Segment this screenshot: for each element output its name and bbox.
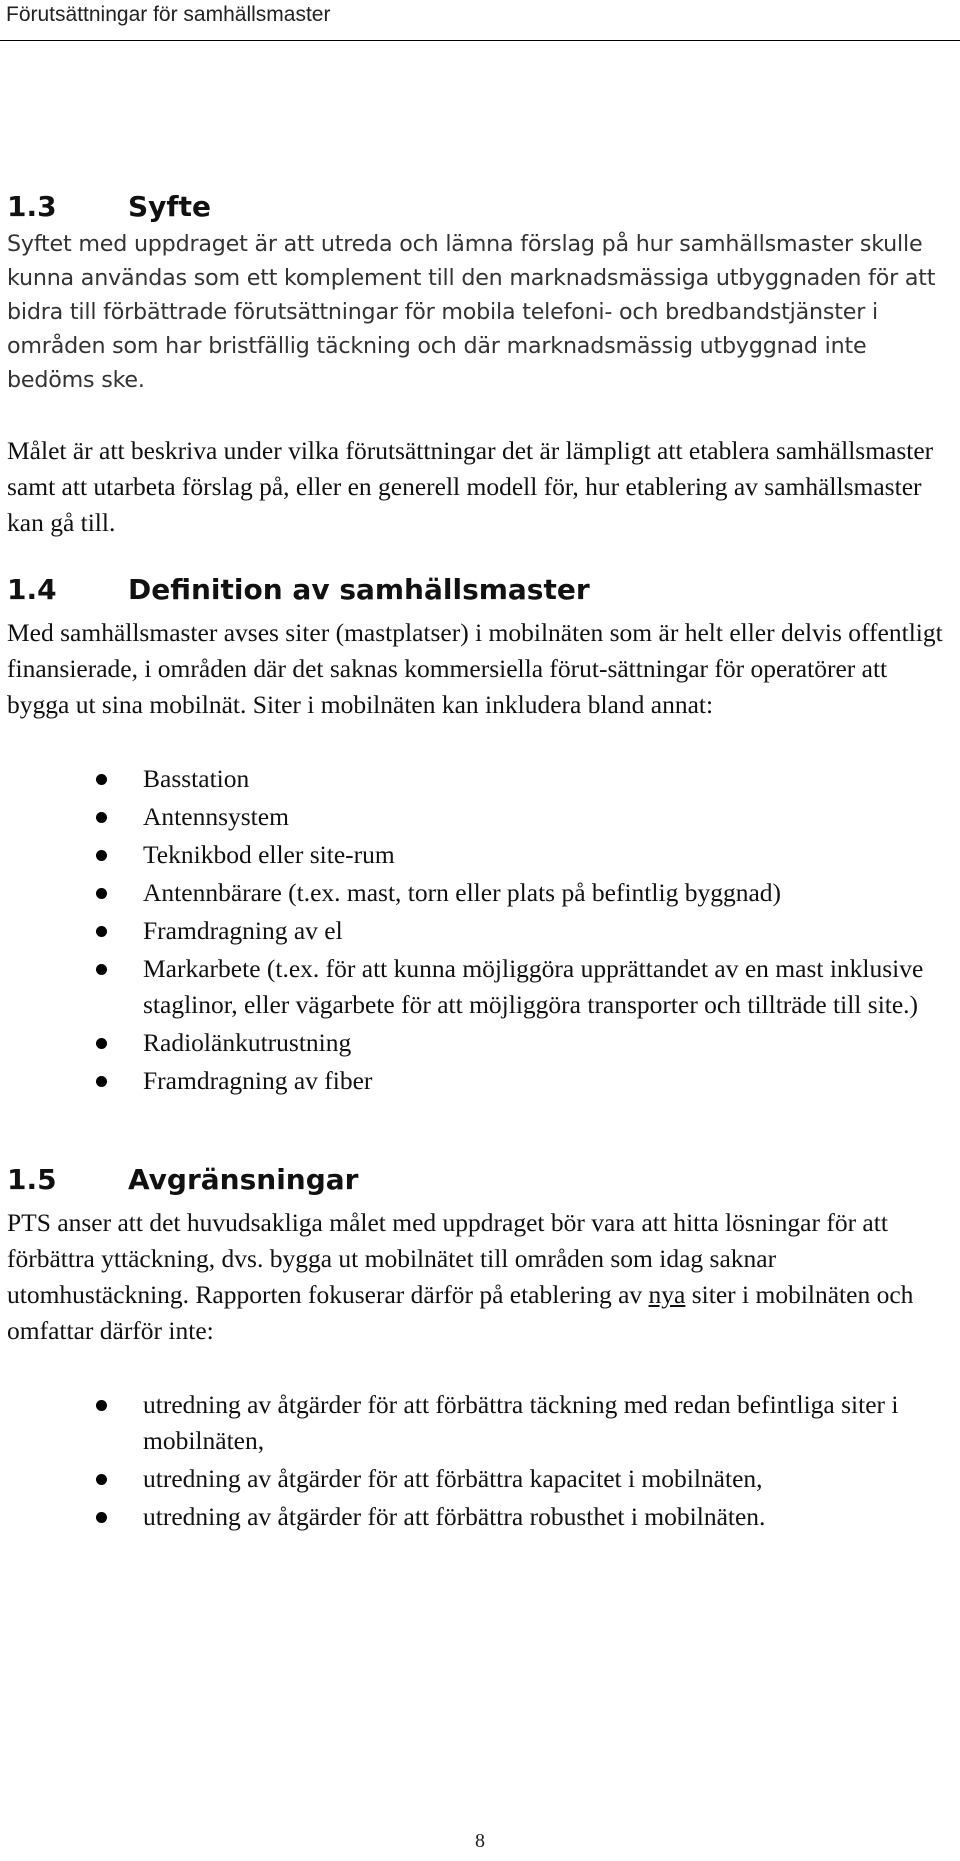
list-item: Teknikbod eller site-rum (7, 837, 952, 873)
bullet-icon (96, 1400, 107, 1411)
list-item: Radiolänkutrustning (7, 1025, 952, 1061)
list-item: Antennbärare (t.ex. mast, torn eller plats på befintlig byggnad) (7, 875, 952, 911)
malet-paragraph: Målet är att beskriva under vilka förutsättningar det är lämpligt att etablera samhällsmaster samt att utarbeta förslag på, eller en generell modell för, hur etablering av samhällsmaster kan gå till. (7, 436, 934, 537)
bullet-icon (96, 1038, 107, 1049)
syfte-paragraph: Syftet med uppdraget är att utreda och lämna förslag på hur samhällsmaster skulle kunna användas som ett komplement till den marknadsmässiga utbyggnaden för att bidra till förbättrade förutsättningar för mobila telefoni- och bredbandstjänster i områden som har bristfällig täckning och där marknadsmässig utbyggnad inte bedöms ske. (7, 231, 936, 393)
bullet-icon (96, 774, 107, 785)
section-number: 1.5 (7, 1163, 57, 1196)
list-item: utredning av åtgärder för att förbättra täckning med redan befintliga siter i mobilnäten, (7, 1387, 952, 1459)
bullet-icon (96, 850, 107, 861)
list-item: utredning av åtgärder för att förbättra robusthet i mobilnäten. (7, 1499, 952, 1535)
page-number: 8 (475, 1830, 485, 1852)
page-content (7, 190, 952, 1535)
bullet-icon (96, 1076, 107, 1087)
section-title: Definition av samhällsmaster (128, 573, 590, 606)
section-number: 1.3 (7, 190, 57, 223)
list-item: utredning av åtgärder för att förbättra kapacitet i mobilnäten, (7, 1461, 952, 1497)
section-number: 1.4 (7, 573, 57, 606)
bullet-icon (96, 1474, 107, 1485)
running-header (0, 0, 960, 41)
definition-paragraph: Med samhällsmaster avses siter (mastplatser) i mobilnäten som är helt eller delvis offentligt finansierade, i områden där det saknas kommersiella förut-sättningar för operatörer att bygga ut sina mobilnät. Siter i mobilnäten kan inkludera bland annat: (7, 618, 943, 719)
document-title: Förutsättningar för samhällsmaster (6, 3, 331, 26)
bullet-icon (96, 964, 107, 975)
section-title: Avgränsningar (128, 1163, 359, 1196)
section-heading-avgransningar (7, 1163, 952, 1197)
list-item: Framdragning av fiber (7, 1063, 952, 1099)
section-title: Syfte (128, 190, 211, 223)
avgransningar-paragraph: PTS anser att det huvudsakliga målet med uppdraget bör vara att hitta lösningar för att förbättra yttäckning, dvs. bygga ut mobilnätet till områden som idag saknar utomhustäckning. Rapporten fokuserar därför på etablering av nya siter i mobilnäten och omfattar därför inte: (7, 1208, 914, 1345)
section-heading-syfte (7, 190, 952, 224)
list-item: Antennsystem (7, 799, 952, 835)
section-heading-definition (7, 573, 952, 607)
list-item: Basstation (7, 761, 952, 797)
list-item: Framdragning av el (7, 913, 952, 949)
exclusions-list (7, 1387, 952, 1535)
bullet-icon (96, 888, 107, 899)
emphasis-nya: nya (648, 1280, 686, 1309)
list-item: Markarbete (t.ex. för att kunna möjliggöra upprättandet av en mast inklusive staglinor, eller vägarbete för att möjliggöra transporter och tillträde till site.) (7, 951, 952, 1023)
bullet-icon (96, 1512, 107, 1523)
bullet-icon (96, 926, 107, 937)
bullet-icon (96, 812, 107, 823)
site-components-list (7, 761, 952, 1099)
